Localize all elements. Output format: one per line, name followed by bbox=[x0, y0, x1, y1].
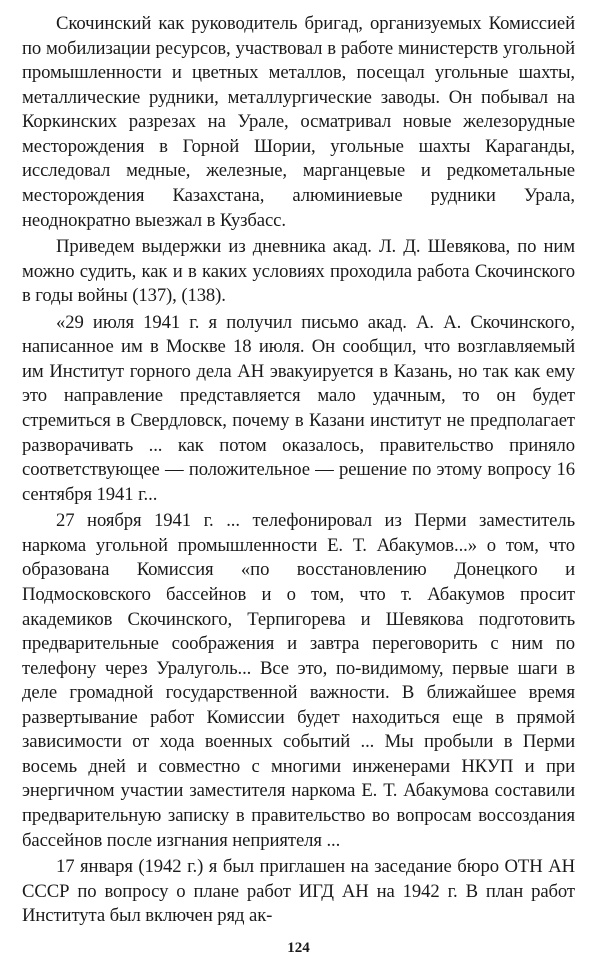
paragraph-5: 17 января (1942 г.) я был приглашен на заседание бюро ОТН АН СССР по вопросу о плане работ ИГД АН на 1942 г. В план работ Института был включен ряд ак- bbox=[22, 856, 575, 927]
paragraph-2: Приведем выдержки из дневника акад. Л. Д. Шевякова, по ним можно судить, как и в каких условиях проходила работа Скочинского в годы войны (137), (138). bbox=[22, 236, 575, 307]
paragraph-3: «29 июля 1941 г. я получил письмо акад. А. А. Скочинского, написанное им в Москве 18 июля. Он сообщил, что возглавляемый им Институт горного дела АН эвакуируется в Казань, но так как ему это направление представляется мало удачным, то он будет стремиться в Свердловск, почему в Казани институт не предполагает разворачивать ... как потом оказалось, правительство приняло соответствующее — положительное — решение по этому вопросу 16 сентября 1941 г... bbox=[22, 311, 575, 505]
paragraph-4: 27 ноября 1941 г. ... телефонировал из Перми заместитель наркома угольной промышленности Е. Т. Абакумов...» о том, что образована Комиссия «по восстановлению Донецкого и Подмосковского бассейнов и о том, что т. Абакумов просит академиков Скочинского, Терпигорева и Шевякова подготовить предварительные соображения и завтра переговорить с ним по телефону через Уралуголь... Все это, по-видимому, первые шаги в деле громадной государственной важности. В ближайшее время развертывание работ Комиссии будет находиться еще в прямой зависимости от хода военных событий ... Мы пробыли в Перми восемь дней и совместно с многими инженерами НКУП и при энергичном участии заместителя наркома Е. Т. Абакумова составили предварительную записку в правительство во вопросам воссоздания бассейнов после изгнания неприятеля ... bbox=[22, 510, 575, 851]
paragraph-1: Скочинский как руководитель бригад, организуемых Комиссией по мобилизации ресурсов, участвовал в работе министерств угольной промышленности и цветных металлов, посещал угольные шахты, металлические рудники, металлургические заводы. Он побывал на Коркинских разрезах на Урале, осматривал новые железорудные месторождения в Горной Шории, угольные шахты Караганды, исследовал медные, железные, марганцевые и редкометальные месторождения Казахстана, алюминиевые рудники Урала, неоднократно выезжал в Кузбасс. bbox=[22, 13, 575, 231]
text-body bbox=[22, 12, 575, 929]
page-number: 124 bbox=[287, 940, 310, 956]
